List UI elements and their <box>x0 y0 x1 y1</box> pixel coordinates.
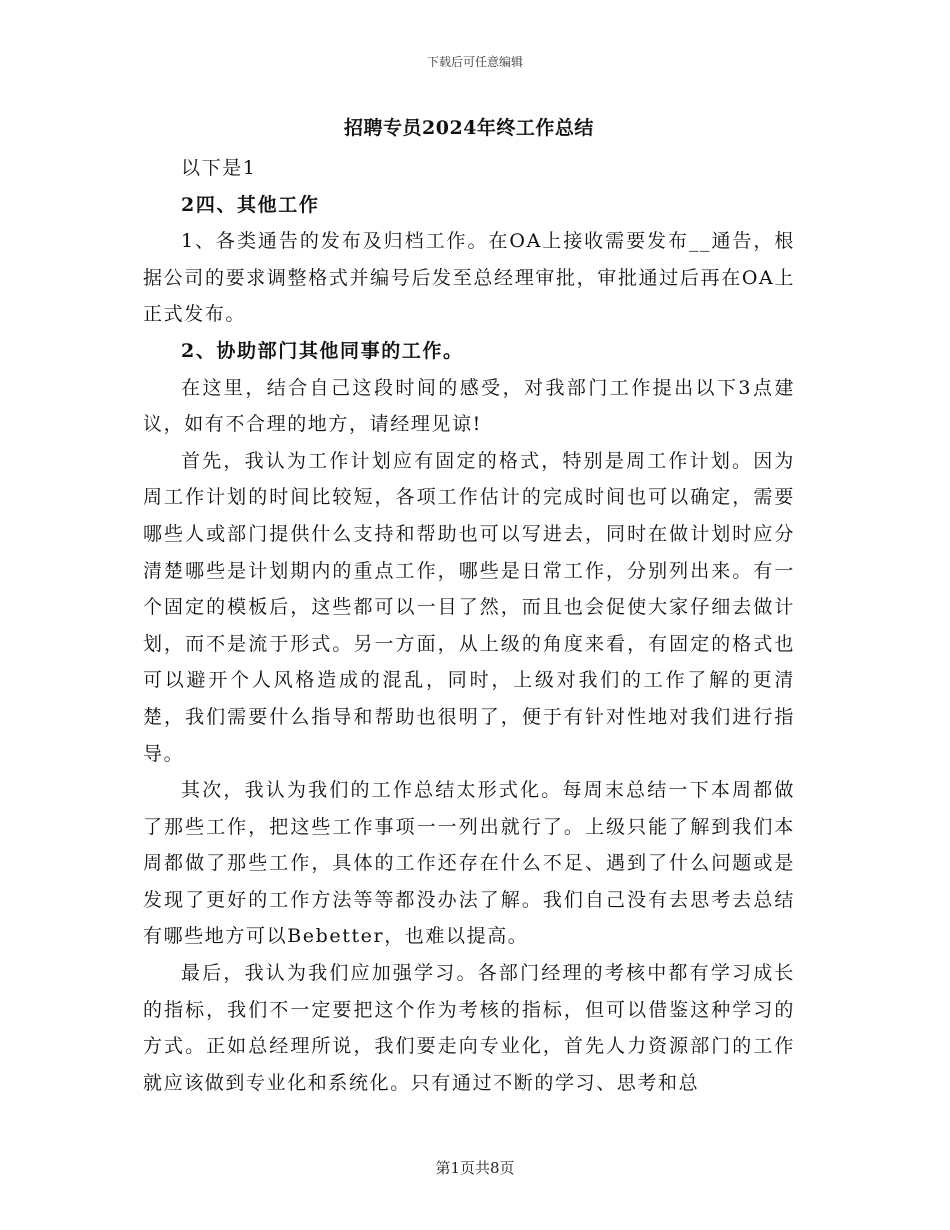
page-header-note: 下载后可任意编辑 <box>426 55 523 69</box>
document-body <box>143 110 795 1101</box>
paragraph-suggestion-third: 最后，我认为我们应加强学习。各部门经理的考核中都有学习成长的指标，我们不一定要把这个作为考核的指标，但可以借鉴这种学习的方式。正如总经理所说，我们要走向专业化，首先人力资源部门的工作就应该做到专业化和系统化。只有通过不断的学习、思考和总 <box>143 962 795 1094</box>
paragraph-notice-publishing: 1、各类通告的发布及归档工作。在OA上接收需要发布__通告，根据公司的要求调整格式并编号后发至总经理审批，审批通过后再在OA上正式发布。 <box>143 230 795 326</box>
paragraph-suggestion-first: 首先，我认为工作计划应有固定的格式，特别是周工作计划。因为周工作计划的时间比较短，各项工作估计的完成时间也可以确定，需要哪些人或部门提供什么支持和帮助也可以写进去，同时在做计划时应分清楚哪些是计划期内的重点工作，哪些是日常工作，分别列出来。有一个固定的模板后，这些都可以一目了然，而且也会促使大家仔细去做计划，而不是流于形式。另一方面，从上级的角度来看，有固定的格式也可以避开个人风格造成的混乱，同时，上级对我们的工作了解的更清楚，我们需要什么指导和帮助也很明了，便于有针对性地对我们进行指导。 <box>143 449 795 765</box>
paragraph-suggestion-second: 其次，我认为我们的工作总结太形式化。每周末总结一下本周都做了那些工作，把这些工作事项一一列出就行了。上级只能了解到我们本周都做了那些工作，具体的工作还存在什么不足、遇到了什么问题或是发现了更好的工作方法等等都没办法了解。我们自己没有去思考去总结有哪些地方可以Bebetter，也难以提高。 <box>143 779 795 948</box>
page-number: 第1页共8页 <box>435 1159 515 1177</box>
section-heading-assist-colleagues: 2、协助部门其他同事的工作。 <box>181 339 464 362</box>
section-heading-other-work: 2四、其他工作 <box>181 193 320 216</box>
paragraph-suggestions-intro: 在这里，结合自己这段时间的感受，对我部门工作提出以下3点建议，如有不合理的地方，请经理见谅! <box>143 376 795 436</box>
document-title: 招聘专员2024年终工作总结 <box>344 117 594 139</box>
paragraph-intro: 以下是1 <box>181 157 257 179</box>
